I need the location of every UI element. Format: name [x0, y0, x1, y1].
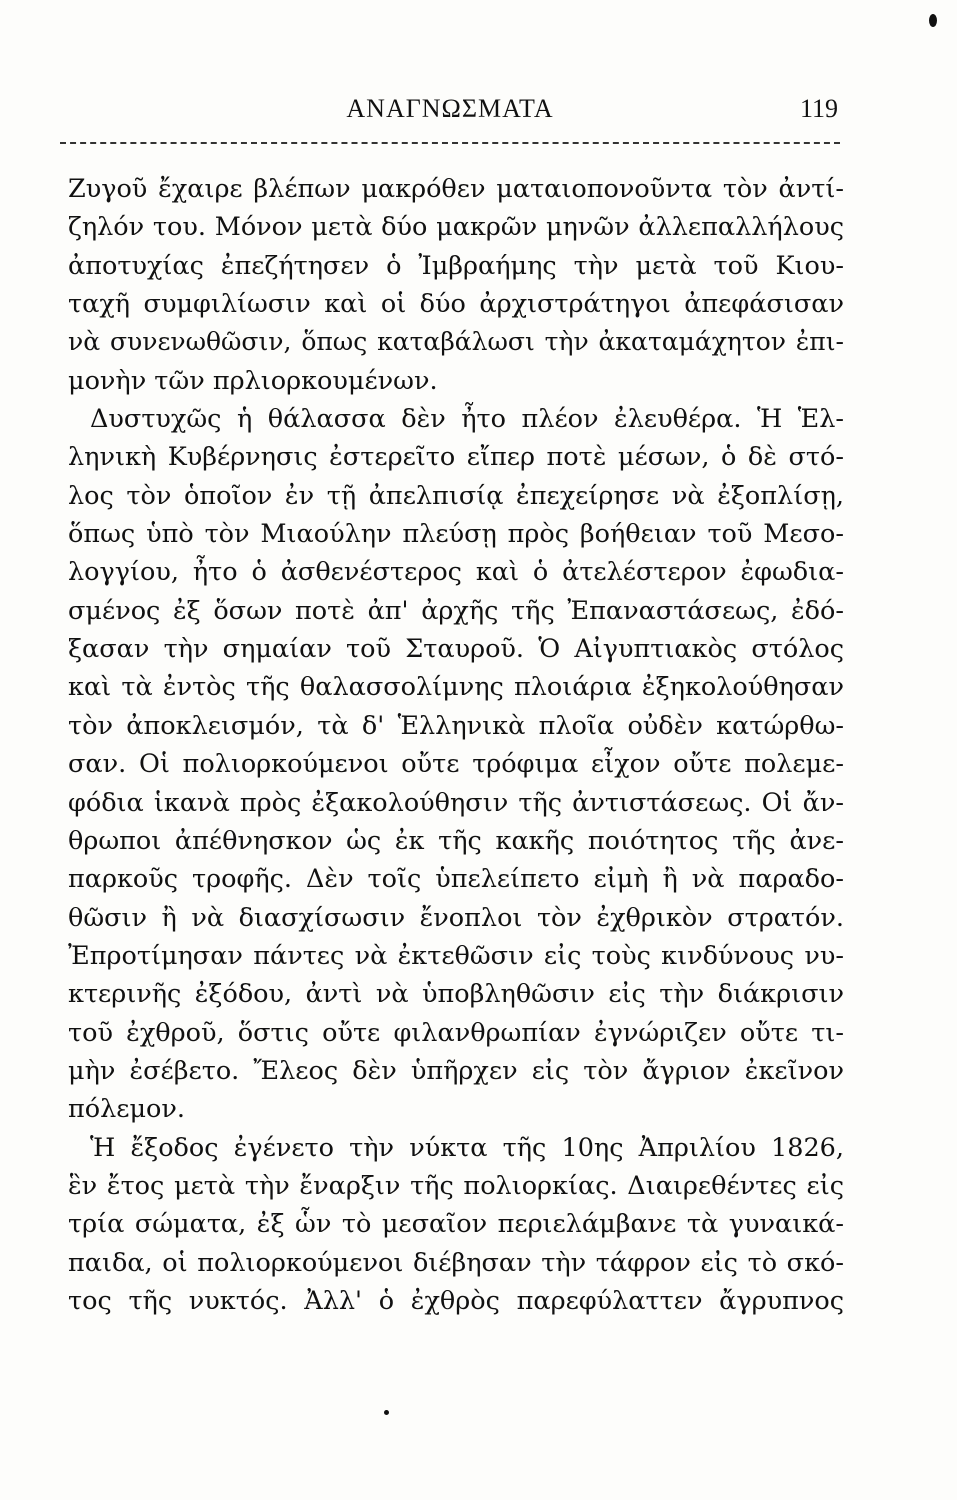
ink-speck	[929, 14, 937, 27]
text-line: ζηλόν του. Μόνον μετὰ δύο μακρῶν μηνῶν ἀλλεπαλλήλους	[68, 212, 844, 243]
text-line: Ζυγοῦ ἔχαιρε βλέπων μακρόθεν ματαιοπονοῦντα τὸν ἀντί-	[68, 174, 844, 204]
text-line: Ἡ ἔξοδος ἐγένετο τὴν νύκτα τῆς 10ης Ἀπριλίου 1826,	[90, 1132, 844, 1163]
text-line: ὅπως ὑπὸ τὸν Μιαούλην πλεύσῃ πρὸς βοήθειαν τοῦ Μεσο-	[68, 519, 844, 550]
text-line: τὸν ἀποκλεισμόν, τὰ δ' Ἑλληνικὰ πλοῖα οὐδὲν κατώρθω-	[68, 710, 844, 741]
text-line: τρία σώματα, ἐξ ὧν τὸ μεσαῖον περιελάμβανε τὰ γυναικά-	[68, 1209, 844, 1240]
text-line: ληνικὴ Κυβέρνησις ἐστερεῖτο εἴπερ ποτὲ μέσων, ὁ δὲ στό-	[68, 442, 844, 473]
text-line: πόλεμον.	[68, 1094, 186, 1125]
text-line: θρωποι ἀπέθνησκον ὡς ἐκ τῆς κακῆς ποιότητος τῆς ἀνε-	[68, 825, 844, 856]
text-line: λογγίου, ἦτο ὁ ἀσθενέστερος καὶ ὁ ἀτελέστερον ἐφωδια-	[68, 557, 844, 588]
text-line: Ἐπροτίμησαν πάντες νὰ ἐκτεθῶσιν εἰς τοὺς κινδύνους νυ-	[68, 940, 844, 971]
text-line: φόδια ἱκανὰ πρὸς ἐξακολούθησιν τῆς ἀντιστάσεως. Οἱ ἄν-	[68, 787, 844, 818]
page-number: 119	[799, 94, 838, 123]
text-line: ταχῆ συμφιλίωσιν καὶ οἱ δύο ἀρχιστράτηγοι ἀπεφάσισαν	[68, 289, 844, 320]
text-line: μὴν ἐσέβετο. Ἔλεος δὲν ὑπῆρχεν εἰς τὸν ἄγριον ἐκεῖνον	[68, 1055, 844, 1086]
text-line: λος τὸν ὁποῖον ἐν τῇ ἀπελπισίᾳ ἐπεχείρησε νὰ ἐξοπλίσῃ,	[68, 480, 844, 511]
text-line: σμένος ἐξ ὅσων ποτὲ ἀπ' ἀρχῆς τῆς Ἐπαναστάσεως, ἐδό-	[68, 595, 844, 626]
running-head: ΑΝΑΓΝΩΣΜΑΤΑ	[346, 94, 554, 123]
text-line: κτερινῆς ἐξόδου, ἀντὶ νὰ ὑποβληθῶσιν εἰς τὴν διάκρισιν	[68, 979, 844, 1010]
text-line: σαν. Οἱ πολιορκούμενοι οὔτε τρόφιμα εἶχον οὔτε πολεμε-	[68, 749, 844, 780]
text-line: νὰ συνενωθῶσιν, ὅπως καταβάλωσι τὴν ἀκαταμάχητον ἐπι-	[68, 327, 844, 357]
text-line: καὶ τὰ ἐντὸς τῆς θαλασσολίμνης πλοιάρια ἐξηκολούθησαν	[68, 672, 844, 703]
text-line: μονὴν τῶν πρλιορκουμένων.	[68, 365, 438, 396]
page-header	[60, 92, 840, 132]
text-line: Δυστυχῶς ἡ θάλασσα δὲν ἦτο πλέον ἐλευθέρα. Ἡ Ἑλ-	[90, 404, 844, 435]
text-line: ἀποτυχίας ἐπεζήτησεν ὁ Ἰμβραήμης τὴν μετὰ τοῦ Κιου-	[68, 250, 844, 281]
text-line: τος τῆς νυκτός. Ἀλλ' ὁ ἐχθρὸς παρεφύλαττεν ἄγρυπνος	[68, 1285, 844, 1316]
text-line: ξασαν τὴν σημαίαν τοῦ Σταυροῦ. Ὁ Αἰγυπτιακὸς στόλος	[68, 634, 844, 665]
ink-speck	[384, 1410, 389, 1415]
text-line: ἓν ἔτος μετὰ τὴν ἔναρξιν τῆς πολιορκίας. Διαιρεθέντες εἰς	[68, 1170, 844, 1201]
text-line: παρκοῦς τροφῆς. Δὲν τοῖς ὑπελείπετο εἰμὴ ἢ νὰ παραδο-	[68, 864, 844, 895]
text-line: παιδα, οἱ πολιορκούμενοι διέβησαν τὴν τάφρον εἰς τὸ σκό-	[68, 1247, 844, 1278]
text-line: τοῦ ἐχθροῦ, ὅστις οὔτε φιλανθρωπίαν ἐγνώριζεν οὔτε τι-	[68, 1017, 844, 1048]
body-text	[68, 170, 844, 1320]
text-line: θῶσιν ἢ νὰ διασχίσωσιν ἔνοπλοι τὸν ἐχθρικὸν στρατόν.	[68, 902, 844, 933]
header-rule	[60, 142, 840, 144]
